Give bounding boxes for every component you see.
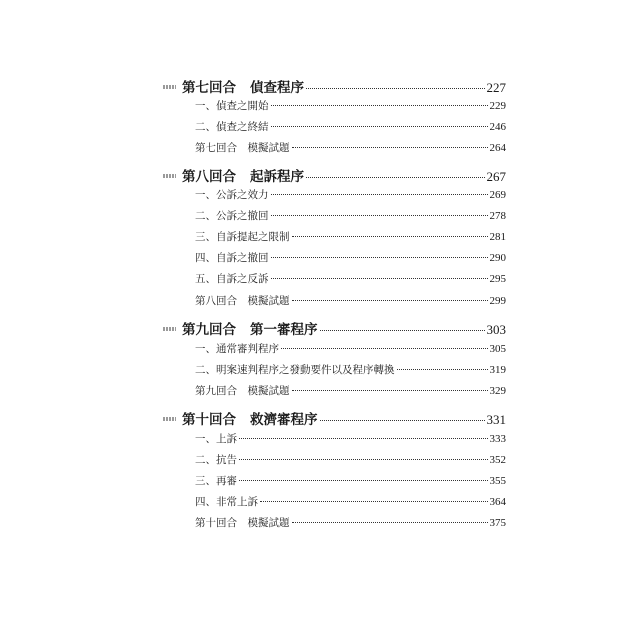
toc-item[interactable]	[195, 119, 506, 134]
dot-leader	[239, 437, 488, 439]
dot-leader	[271, 125, 488, 127]
toc-item-label: 第九回合 模擬試題	[195, 385, 290, 397]
section-marker-icon	[163, 174, 176, 178]
toc-item[interactable]	[195, 250, 506, 265]
toc-item-page: 305	[489, 343, 506, 355]
section-marker-icon	[163, 417, 176, 421]
toc-item-label: 一、公訴之效力	[195, 189, 269, 201]
toc-chapter[interactable]	[163, 165, 506, 185]
toc-item-page: 333	[489, 433, 506, 445]
toc-item-label: 一、通常審判程序	[195, 343, 279, 355]
toc-item[interactable]	[195, 140, 506, 155]
toc-item-page: 375	[489, 517, 506, 529]
toc-item[interactable]	[195, 494, 506, 509]
chapter-number: 第十回合	[182, 412, 236, 428]
toc-item-page: 364	[489, 496, 506, 508]
dot-leader	[292, 389, 488, 391]
dot-leader	[292, 299, 488, 301]
toc-item-page: 352	[489, 454, 506, 466]
toc-item[interactable]	[195, 383, 506, 398]
dot-leader	[260, 500, 488, 502]
toc-item-label: 第七回合 模擬試題	[195, 142, 290, 154]
dot-leader	[271, 193, 488, 195]
dot-leader	[281, 347, 488, 349]
toc-chapter[interactable]	[163, 76, 506, 96]
toc-chapter[interactable]	[163, 408, 506, 428]
dot-leader	[239, 458, 488, 460]
toc-item-page: 295	[489, 273, 506, 285]
toc-item-page: 269	[489, 189, 506, 201]
dot-leader	[239, 479, 488, 481]
chapter-number: 第七回合	[182, 80, 236, 96]
toc-item-page: 229	[489, 100, 506, 112]
toc-item[interactable]	[195, 515, 506, 530]
dot-leader	[271, 256, 488, 258]
toc-item-label: 第十回合 模擬試題	[195, 517, 290, 529]
toc-item[interactable]	[195, 187, 506, 202]
chapter-page-number: 267	[486, 169, 506, 184]
chapter-number: 第八回合	[182, 169, 236, 185]
toc-item[interactable]	[195, 452, 506, 467]
toc-item-label: 第八回合 模擬試題	[195, 295, 290, 307]
toc-item[interactable]	[195, 431, 506, 446]
toc-item-label: 二、抗告	[195, 454, 237, 466]
toc-chapter[interactable]	[163, 318, 506, 338]
toc-item-page: 299	[489, 295, 506, 307]
dot-leader	[320, 329, 485, 331]
toc-item-label: 二、明案速判程序之發動要件以及程序轉換	[195, 364, 395, 376]
toc-item-label: 四、自訴之撤回	[195, 252, 269, 264]
toc-item[interactable]	[195, 229, 506, 244]
chapter-page-number: 331	[486, 412, 506, 427]
toc-item[interactable]	[195, 271, 506, 286]
dot-leader	[292, 146, 488, 148]
toc-item-label: 五、自訴之反訴	[195, 273, 269, 285]
toc-item-page: 290	[489, 252, 506, 264]
chapter-number: 第九回合	[182, 322, 236, 338]
dot-leader	[271, 104, 488, 106]
toc-item[interactable]	[195, 98, 506, 113]
dot-leader	[397, 368, 488, 370]
chapter-page-number: 227	[486, 80, 506, 95]
section-marker-icon	[163, 85, 176, 89]
toc-item-label: 一、偵查之開始	[195, 100, 269, 112]
toc-item-page: 278	[489, 210, 506, 222]
dot-leader	[271, 214, 488, 216]
dot-leader	[320, 419, 485, 421]
toc-item-page: 319	[489, 364, 506, 376]
toc-item-page: 246	[489, 121, 506, 133]
toc-item-page: 264	[489, 142, 506, 154]
toc-item-page: 281	[489, 231, 506, 243]
chapter-title: 起訴程序	[250, 169, 304, 185]
toc-item-label: 四、非常上訴	[195, 496, 258, 508]
toc-item-label: 二、偵查之終結	[195, 121, 269, 133]
toc-item[interactable]	[195, 362, 506, 377]
toc-item-label: 三、自訴提起之限制	[195, 231, 290, 243]
toc-item-page: 329	[489, 385, 506, 397]
section-marker-icon	[163, 327, 176, 331]
toc-item[interactable]	[195, 208, 506, 223]
dot-leader	[292, 235, 488, 237]
chapter-page-number: 303	[486, 322, 506, 337]
dot-leader	[292, 521, 488, 523]
dot-leader	[306, 87, 485, 89]
toc-item-label: 三、再審	[195, 475, 237, 487]
chapter-title: 偵查程序	[250, 80, 304, 96]
toc-item[interactable]	[195, 473, 506, 488]
toc-item-label: 一、上訴	[195, 433, 237, 445]
toc-item[interactable]	[195, 341, 506, 356]
toc-item-label: 二、公訴之撤回	[195, 210, 269, 222]
dot-leader	[306, 176, 485, 178]
toc-item-page: 355	[489, 475, 506, 487]
chapter-title: 第一審程序	[250, 322, 318, 338]
dot-leader	[271, 277, 488, 279]
toc-item[interactable]	[195, 293, 506, 308]
chapter-title: 救濟審程序	[250, 412, 318, 428]
